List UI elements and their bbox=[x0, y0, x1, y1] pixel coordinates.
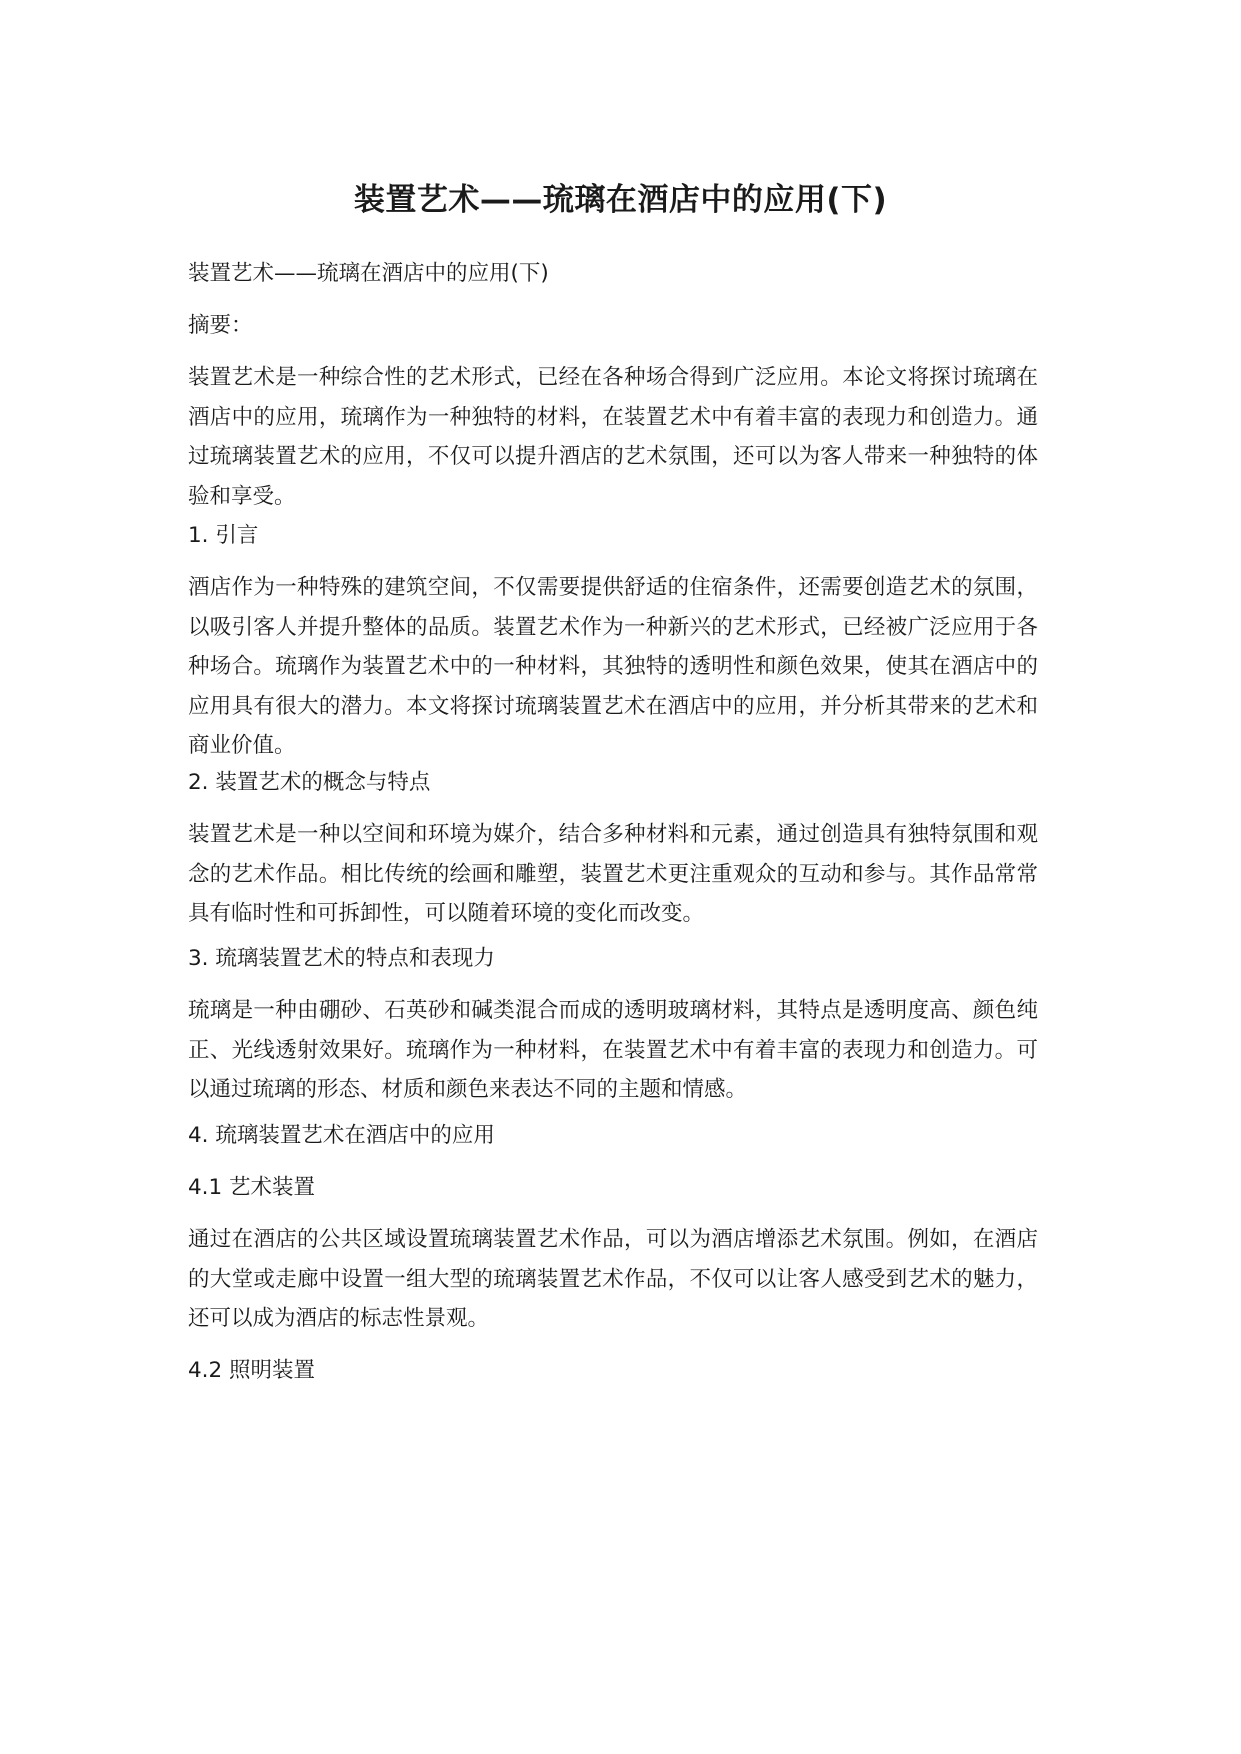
abstract-label: 摘要： bbox=[188, 313, 253, 338]
subsection-heading-art-installation: 4.1 艺术装置 bbox=[188, 1175, 316, 1200]
section-heading-features: 3. 琉璃装置艺术的特点和表现力 bbox=[188, 946, 495, 971]
section-heading-application: 4. 琉璃装置艺术在酒店中的应用 bbox=[188, 1123, 495, 1148]
subsection-paragraph-art-installation: 通过在酒店的公共区域设置琉璃装置艺术作品，可以为酒店增添艺术氛围。例如，在酒店的大堂或走廊中设置一组大型的琉璃装置艺术作品，不仅可以让客人感受到艺术的魅力，还可以成为酒店的标志性景观。 bbox=[188, 1227, 1038, 1331]
section-paragraph-features: 琉璃是一种由硼砂、石英砂和碱类混合而成的透明玻璃材料，其特点是透明度高、颜色纯正、光线透射效果好。琉璃作为一种材料，在装置艺术中有着丰富的表现力和创造力。可以通过琉璃的形态、材质和颜色来表达不同的主题和情感。 bbox=[188, 998, 1038, 1102]
section-heading-introduction: 1. 引言 bbox=[188, 523, 259, 548]
section-paragraph-introduction: 酒店作为一种特殊的建筑空间，不仅需要提供舒适的住宿条件，还需要创造艺术的氛围，以吸引客人并提升整体的品质。装置艺术作为一种新兴的艺术形式，已经被广泛应用于各种场合。琉璃作为装置艺术中的一种材料，其独特的透明性和颜色效果，使其在酒店中的应用具有很大的潜力。本文将探讨琉璃装置艺术在酒店中的应用，并分析其带来的艺术和商业价值。 bbox=[188, 575, 1038, 758]
document-title: 装置艺术——琉璃在酒店中的应用(下) bbox=[353, 182, 888, 218]
document-subtitle: 装置艺术——琉璃在酒店中的应用(下) bbox=[188, 261, 549, 286]
subsection-heading-lighting-installation: 4.2 照明装置 bbox=[188, 1358, 316, 1383]
section-heading-concept: 2. 装置艺术的概念与特点 bbox=[188, 770, 431, 795]
section-paragraph-concept: 装置艺术是一种以空间和环境为媒介，结合多种材料和元素，通过创造具有独特氛围和观念的艺术作品。相比传统的绘画和雕塑，装置艺术更注重观众的互动和参与。其作品常常具有临时性和可拆卸性，可以随着环境的变化而改变。 bbox=[188, 822, 1038, 926]
abstract-paragraph: 装置艺术是一种综合性的艺术形式，已经在各种场合得到广泛应用。本论文将探讨琉璃在酒店中的应用，琉璃作为一种独特的材料，在装置艺术中有着丰富的表现力和创造力。通过琉璃装置艺术的应用，不仅可以提升酒店的艺术氛围，还可以为客人带来一种独特的体验和享受。 bbox=[188, 365, 1038, 509]
